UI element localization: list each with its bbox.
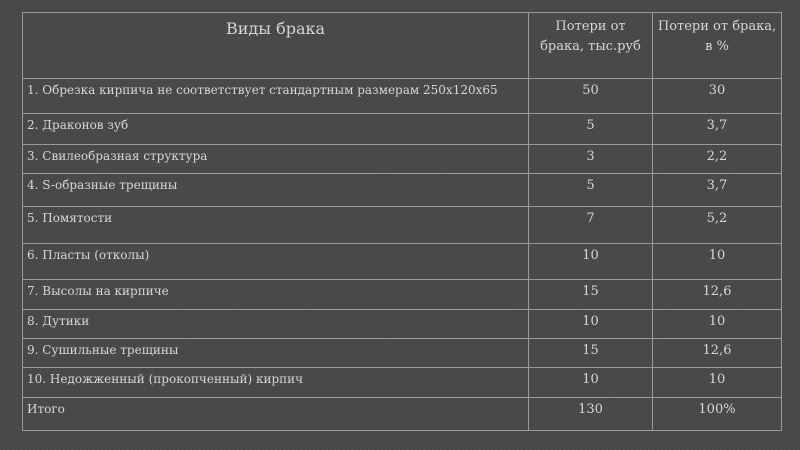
table-row-total	[23, 398, 782, 431]
cell-loss-percent: 12,6	[653, 280, 782, 310]
table-row	[23, 310, 782, 339]
cell-total-loss-percent: 100%	[653, 398, 782, 431]
cell-loss-thousand-rub: 5	[529, 114, 653, 145]
cell-defect-name: 2. Драконов зуб	[23, 114, 529, 145]
defects-table	[22, 12, 782, 431]
cell-loss-percent: 30	[653, 79, 782, 114]
cell-loss-thousand-rub: 50	[529, 79, 653, 114]
cell-loss-thousand-rub: 5	[529, 174, 653, 207]
table-row	[23, 280, 782, 310]
cell-defect-name: 6. Пласты (отколы)	[23, 244, 529, 280]
table-row	[23, 207, 782, 244]
cell-loss-thousand-rub: 10	[529, 368, 653, 398]
table-row	[23, 339, 782, 368]
table-row	[23, 114, 782, 145]
slide	[22, 12, 781, 434]
cell-defect-name: 7. Высолы на кирпиче	[23, 280, 529, 310]
cell-defect-name: 5. Помятости	[23, 207, 529, 244]
cell-loss-percent: 5,2	[653, 207, 782, 244]
cell-defect-name: 1. Обрезка кирпича не соответствует стандартным размерам 250х120х65	[23, 79, 529, 114]
cell-total-label: Итого	[23, 398, 529, 431]
cell-defect-name: 3. Свилеобразная структура	[23, 145, 529, 174]
cell-loss-percent: 3,7	[653, 114, 782, 145]
header-defect-type: Виды брака	[23, 13, 529, 79]
cell-defect-name: 9. Сушильные трещины	[23, 339, 529, 368]
cell-defect-name: 4. S-образные трещины	[23, 174, 529, 207]
table-row	[23, 244, 782, 280]
cell-loss-thousand-rub: 7	[529, 207, 653, 244]
cell-loss-percent: 10	[653, 368, 782, 398]
cell-total-loss-thousand-rub: 130	[529, 398, 653, 431]
cell-loss-thousand-rub: 3	[529, 145, 653, 174]
cell-loss-percent: 12,6	[653, 339, 782, 368]
table-row	[23, 368, 782, 398]
table-row	[23, 174, 782, 207]
cell-loss-percent: 3,7	[653, 174, 782, 207]
cell-loss-thousand-rub: 10	[529, 310, 653, 339]
cell-defect-name: 10. Недожженный (прокопченный) кирпич	[23, 368, 529, 398]
cell-loss-percent: 10	[653, 310, 782, 339]
header-loss-thousand-rub: Потери от брака, тыс.руб	[529, 13, 653, 79]
table-row	[23, 145, 782, 174]
header-loss-percent: Потери от брака, в %	[653, 13, 782, 79]
cell-loss-thousand-rub: 15	[529, 339, 653, 368]
table-header-row	[23, 13, 782, 79]
cell-loss-thousand-rub: 10	[529, 244, 653, 280]
table-row	[23, 79, 782, 114]
cell-defect-name: 8. Дутики	[23, 310, 529, 339]
cell-loss-percent: 2,2	[653, 145, 782, 174]
cell-loss-percent: 10	[653, 244, 782, 280]
cell-loss-thousand-rub: 15	[529, 280, 653, 310]
